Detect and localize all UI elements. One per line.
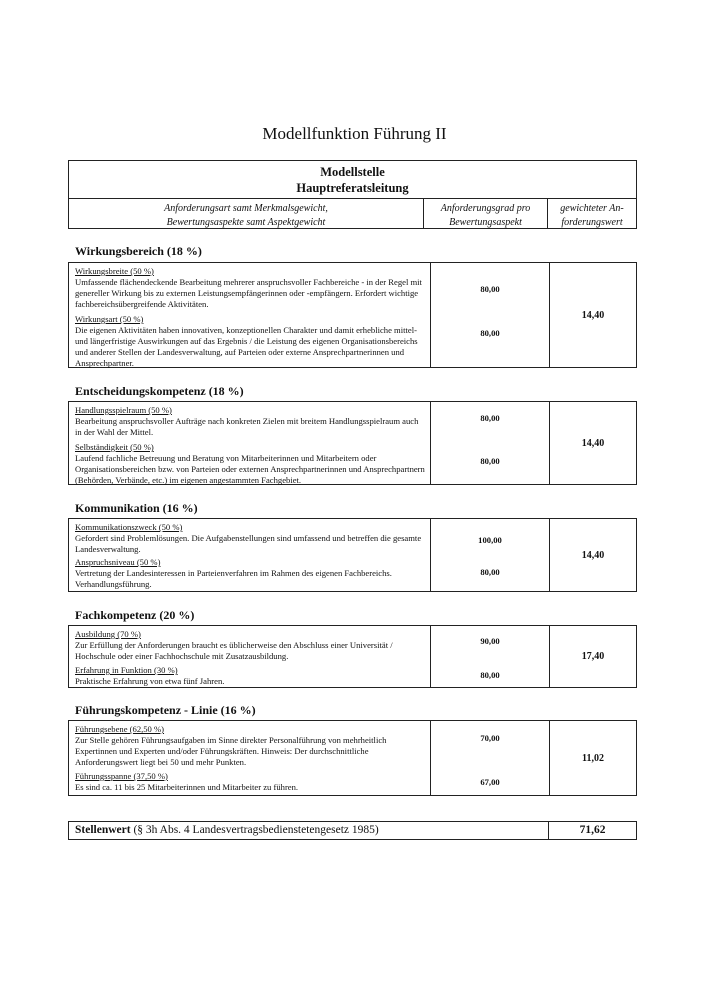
header-col-criteria (69, 199, 424, 228)
criterion-text: Die eigenen Aktivitäten haben innovativen, konzeptionellen Charakter und damit erhebliche mittel- und längerfristige Auswirkungen auf das Ergebnis / die Leistung des eigenen Organisationsbereichs und anderer Stellen der Landesverwaltung, auf Parteien oder externe Ansprechpartnerinnen und Ansprechpartner. (75, 325, 418, 368)
weighted-value: 11,02 (582, 752, 604, 764)
section-grades (431, 626, 550, 687)
header-columns (69, 199, 636, 228)
criterion (75, 629, 426, 662)
header-col3-line1: gewichteter An- (560, 203, 624, 214)
criterion-name: Führungsebene (62,50 %) (75, 724, 165, 734)
section-descriptions (69, 402, 431, 484)
criterion-text: Praktische Erfahrung von etwa fünf Jahren. (75, 676, 225, 686)
section-table (68, 262, 637, 368)
section-grades (431, 263, 550, 367)
criterion (75, 314, 426, 369)
section-descriptions (69, 626, 431, 687)
header-position (69, 161, 636, 199)
section-table (68, 401, 637, 485)
section-descriptions (69, 263, 431, 367)
section-table (68, 625, 637, 688)
header-col-weighted (548, 199, 636, 228)
grade-value: 67,00 (480, 777, 500, 787)
criterion (75, 405, 426, 438)
total-label-rest: (§ 3h Abs. 4 Landesvertragsbedienstetengesetz 1985) (130, 824, 379, 836)
page-title: Modellfunktion Führung II (262, 124, 447, 143)
header-table (68, 160, 637, 229)
weighted-value: 14,40 (581, 309, 605, 321)
header-col1-line2: Bewertungsaspekte samt Aspektgewicht (166, 217, 326, 228)
criterion (75, 266, 426, 310)
criterion-text: Laufend fachliche Betreuung und Beratung von Mitarbeiterinnen und Mitarbeitern oder Organisationsbereichen bzw. von Parteien oder externen Ansprechpartnerinnen und Ansprechpartnern (Behörden, Verbände, etc.) im eigenen angestammten Fachgebiet. (75, 453, 425, 485)
section-title: Führungskompetenz - Linie (16 %) (75, 703, 256, 717)
grade-value: 80,00 (480, 670, 500, 680)
criterion-text: Zur Erfüllung der Anforderungen braucht es üblicherweise den Abschluss einer Universität / Hochschule oder einer Fachhochschule mit Zusatzausbildung. (75, 640, 393, 661)
section-title: Fachkompetenz (20 %) (75, 608, 195, 622)
section-descriptions (69, 721, 431, 795)
header-col-grade (424, 199, 548, 228)
grade-value: 90,00 (480, 636, 500, 646)
criterion-name: Handlungsspielraum (50 %) (75, 405, 172, 415)
header-col2-line2: Bewertungsaspekt (449, 217, 522, 228)
section-title: Wirkungsbereich (18 %) (75, 244, 202, 258)
section-grades (431, 519, 550, 591)
grade-value: 80,00 (480, 328, 500, 338)
grade-value: 80,00 (480, 456, 500, 466)
section-table (68, 518, 637, 592)
grade-value: 80,00 (480, 567, 500, 577)
criterion-name: Führungsspanne (37,50 %) (75, 771, 168, 781)
header-line1: Modellstelle (320, 165, 385, 179)
criterion-text: Bearbeitung anspruchsvoller Aufträge nach konkreten Zielen mit breitem Handlungsspielraum auch in der Wahl der Mittel. (75, 416, 419, 437)
weighted-value: 14,40 (581, 437, 605, 449)
section-descriptions (69, 519, 431, 591)
section-title: Kommunikation (16 %) (75, 501, 198, 515)
section-grades (431, 721, 550, 795)
weighted-value: 17,40 (581, 651, 605, 662)
grade-value: 80,00 (480, 284, 500, 294)
criterion-text: Umfassende flächendeckende Bearbeitung mehrerer anspruchsvoller Fachbereiche - in der Regel mit genereller Wirkung bis zu externen Leistungsempfängerinnen oder -empfängern. Erfordert wichtige fachbereichsübergreifende Aktivitäten. (75, 277, 422, 309)
criterion-text: Es sind ca. 11 bis 25 Mitarbeiterinnen und Mitarbeiter zu führen. (75, 782, 299, 792)
header-col2-line1: Anforderungsgrad pro (440, 203, 531, 214)
criterion-text: Zur Stelle gehören Führungsaufgaben im Sinne direkter Personalführung von mehrheitlich Expertinnen und Experten und/oder Führungskräften. Hinweis: Der durchschnittliche Anforderungswert liegt bei 50 und mehr Punkten. (75, 735, 387, 767)
header-col3-line2: forderungswert (561, 217, 623, 228)
criterion (75, 724, 426, 768)
criterion (75, 665, 426, 687)
total-row (68, 821, 637, 840)
criterion (75, 771, 426, 793)
criterion-name: Kommunikationszweck (50 %) (75, 522, 183, 532)
criterion-name: Anspruchsniveau (50 %) (75, 557, 161, 567)
section-grades (431, 402, 550, 484)
total-label-cell (69, 822, 549, 839)
criterion-name: Ausbildung (70 %) (75, 629, 141, 639)
section-table (68, 720, 637, 796)
criterion-name: Wirkungsbreite (50 %) (75, 266, 154, 276)
criterion-name: Wirkungsart (50 %) (75, 314, 144, 324)
header-col1-line1: Anforderungsart samt Merkmalsgewicht, (164, 203, 328, 214)
total-value: 71,62 (579, 824, 606, 836)
criterion-text: Vertretung der Landesinteressen in Parteienverfahren im Rahmen des eigenen Fachbereichs. Verhandlungsführung. (75, 568, 392, 589)
weighted-value: 14,40 (581, 549, 605, 561)
criterion (75, 522, 426, 555)
criterion (75, 557, 426, 590)
grade-value: 70,00 (480, 733, 500, 743)
grade-value: 100,00 (478, 535, 502, 545)
grade-value: 80,00 (480, 413, 500, 423)
section-title: Entscheidungskompetenz (18 %) (75, 384, 244, 398)
criterion-name: Selbständigkeit (50 %) (75, 442, 154, 452)
criterion-text: Gefordert sind Problemlösungen. Die Aufgabenstellungen sind umfassend und betreffen die gesamte Landesverwaltung. (75, 533, 422, 554)
criterion-name: Erfahrung in Funktion (30 %) (75, 665, 178, 675)
total-label: Stellenwert (75, 824, 131, 836)
criterion (75, 442, 426, 486)
header-line2: Hauptreferatsleitung (296, 181, 409, 195)
